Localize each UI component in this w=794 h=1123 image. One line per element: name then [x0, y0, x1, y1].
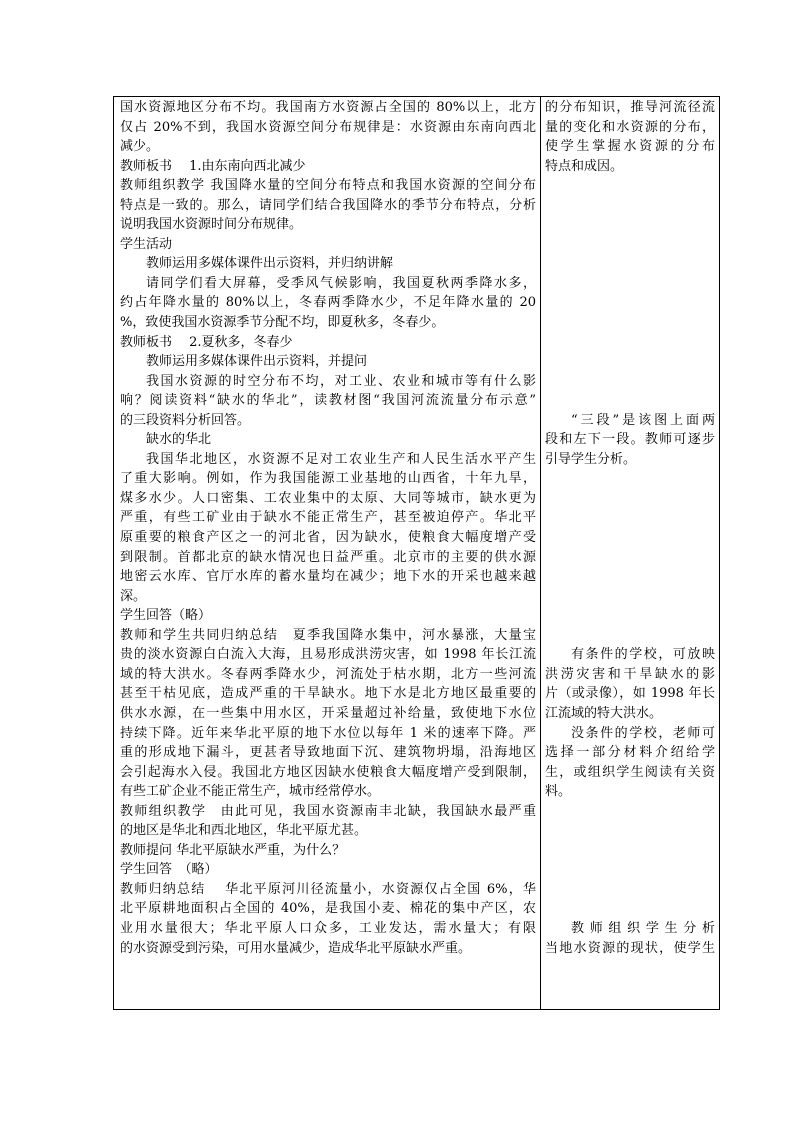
content-line: 教师板书 2.夏秋多，冬春少	[120, 334, 293, 350]
content-line: 到限制。首都北京的缺水情况也日益严重。北京市的主要的供水源	[120, 549, 536, 565]
content-line: 煤多水少。人口密集、工农业集中的太原、大同等城市，缺水更为	[120, 490, 536, 506]
content-line: 有些工矿企业不能正常生产，城市经常停水。	[120, 784, 381, 800]
content-line: 甚至干枯见底，造成严重的干旱缺水。地下水是北方地区最重要的	[120, 686, 536, 702]
content-line: 重的形成地下漏斗，更甚者导致地面下沉、建筑物坍塌，沿海地区	[120, 745, 536, 761]
content-line: 减少。	[120, 139, 160, 155]
content-line: 学生活动	[120, 236, 173, 252]
note-line: 有条件的学校，可放映	[571, 647, 715, 663]
note-line: 洪涝灾害和干旱缺水的影	[545, 666, 715, 682]
content-line: 地密云水库、官厅水库的蓄水量均在减少；地下水的开采也越来越	[120, 569, 536, 585]
content-line: 教师板书 1.由东南向西北减少	[120, 158, 306, 174]
note-line: 引导学生分析。	[545, 451, 637, 467]
teaching-note	[545, 919, 715, 958]
note-line: 教师组织学生分析	[571, 921, 715, 937]
content-line: 特点是一致的。那么，请同学们结合我国降水的季节分布特点，分析	[120, 197, 536, 213]
note-line: 当地水资源的现状，使学生	[545, 940, 715, 956]
content-line: 教师组织教学 我国降水量的空间分布特点和我国水资源的空间分布	[120, 178, 536, 194]
content-line: 教师运用多媒体课件出示资料，并提问	[146, 354, 368, 370]
content-line: 了重大影响。例如，作为我国能源工业基地的山西省，十年九旱，	[120, 471, 536, 487]
content-line: 供水水源，在一些集中用水区，开采量超过补给量，致使地下水位	[120, 705, 536, 721]
content-line: 的水资源受到污染，可用水量减少，造成华北平原缺水严重。	[120, 940, 472, 956]
content-line: 贵的淡水资源白白流入大海，且易形成洪涝灾害，如 1998 年长江流	[120, 647, 536, 663]
content-line: 持续下降。近年来华北平原的地下水位以每年 1 米的速率下降。严	[120, 725, 536, 741]
content-line: 缺水的华北	[146, 432, 212, 448]
note-line: “三段”是该图上面两	[571, 412, 715, 428]
teaching-note	[545, 98, 715, 176]
note-line: 料。	[545, 784, 572, 800]
content-line: 响？阅读资料“缺水的华北”，读教材图“我国河流流量分布示意”	[120, 393, 536, 409]
content-line: 我国华北地区，水资源不足对工农业生产和人民生活水平产生	[146, 451, 536, 467]
column-divider	[540, 97, 541, 1009]
lesson-table	[113, 96, 720, 1010]
note-line: 使学生掌握水资源的分布	[545, 139, 715, 155]
content-line: 教师组织教学 由此可见，我国水资源南丰北缺，我国缺水最严重	[120, 803, 536, 819]
lesson-content-column	[120, 98, 536, 958]
content-line: 深。	[120, 588, 147, 604]
content-line: 的地区是华北和西北地区，华北平原尤甚。	[120, 823, 368, 839]
note-line: 量的变化和水资源的分布，	[545, 119, 715, 135]
content-line: 严重，有些工矿业由于缺水不能正常生产，甚至被迫停产。华北平	[120, 510, 536, 526]
content-line: 约占年降水量的 80%以上，冬春两季降水少，不足年降水量的 20	[120, 295, 536, 311]
content-line: 学生回答 （略）	[120, 862, 218, 878]
content-line: 教师和学生共同归纳总结 夏季我国降水集中，河水暴涨，大量宝	[120, 627, 536, 643]
content-line: 请同学们看大屏幕，受季风气候影响，我国夏秋两季降水多，	[146, 275, 536, 291]
note-line: 选择一部分材料介绍给学	[545, 745, 715, 761]
content-line: 会引起海水入侵。我国北方地区因缺水使粮食大幅度增产受到限制，	[120, 764, 536, 780]
content-line: 仅占 20%不到，我国水资源空间分布规律是：水资源由东南向西北	[120, 119, 536, 135]
content-line: 域的特大洪水。冬春两季降水少，河流处于枯水期，北方一些河流	[120, 666, 536, 682]
content-line: 教师运用多媒体课件出示资料，并归纳讲解	[146, 256, 394, 272]
content-line: 说明我国水资源时间分布规律。	[120, 217, 303, 233]
teaching-note	[545, 411, 715, 470]
content-line: %，致使我国水资源季节分配不均，即夏秋多，冬春少。	[120, 315, 445, 331]
note-line: 生，或组织学生阅读有关资	[545, 764, 715, 780]
note-line: 特点和成因。	[545, 158, 624, 174]
content-line: 的三段资料分析回答。	[120, 412, 251, 428]
note-line: 江流域的特大洪水。	[545, 706, 663, 722]
note-line: 的分布知识，推导河流径流	[545, 100, 715, 115]
content-line: 教师归纳总结 华北平原河川径流量小，水资源仅占全国 6%，华	[120, 881, 536, 897]
content-line: 北平原耕地面积占全国的 40%，是我国小麦、棉花的集中产区，农	[120, 901, 536, 917]
note-line: 片（或录像），如 1998 年长	[545, 686, 715, 702]
content-line: 我国水资源的时空分布不均，对工业、农业和城市等有什么影	[146, 373, 536, 389]
content-line: 业用水量很大；华北平原人口众多，工业发达，需水量大；有限	[120, 920, 536, 936]
note-line: 段和左下一段。教师可逐步	[545, 432, 715, 448]
content-line: 原重要的粮食产区之一的河北省，因为缺水，使粮食大幅度增产受	[120, 530, 536, 546]
teaching-note	[545, 645, 715, 801]
content-line: 国水资源地区分布不均。我国南方水资源占全国的 80%以上，北方	[120, 100, 536, 115]
note-line: 没条件的学校，老师可	[571, 725, 715, 741]
content-line: 学生回答（略）	[120, 608, 212, 624]
content-line: 教师提问 华北平原缺水严重，为什么？	[120, 842, 346, 858]
